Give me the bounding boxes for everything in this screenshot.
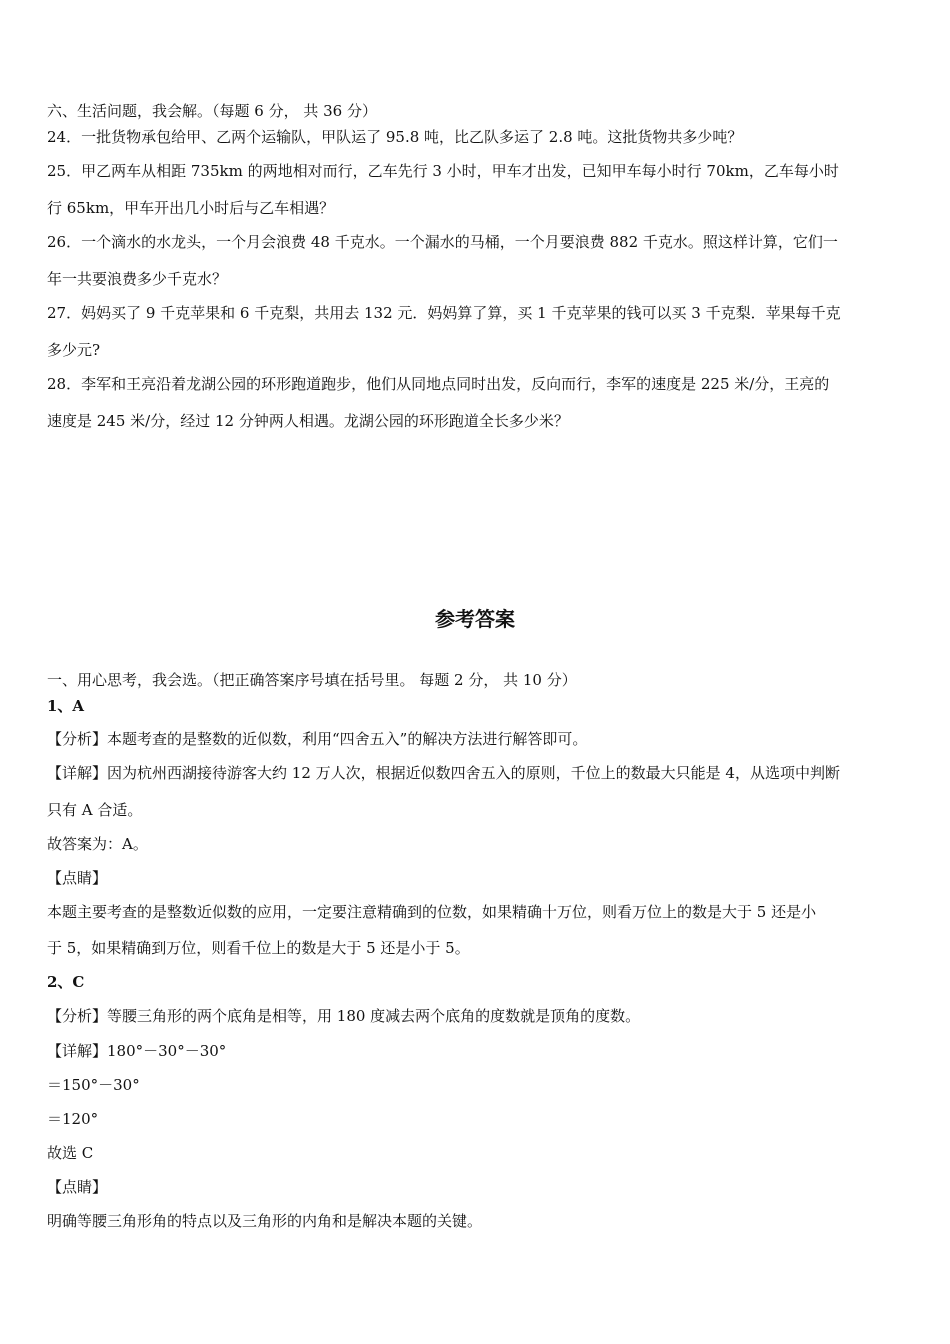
answer-1-comment-line1: 本题主要考查的是整数近似数的应用，一定要注意精确到的位数，如果精确十万位，则看万位上的数是大于 5 还是小: [47, 903, 817, 921]
answers-section1-heading: 一、用心思考，我会选。（把正确答案序号填在括号里。 每题 2 分， 共 10 分）: [47, 671, 577, 689]
answer-2-step2: ＝120°: [47, 1110, 99, 1128]
answer-1-comment-label: 【点睛】: [47, 869, 108, 887]
answer-1-analysis: 【分析】本题考查的是整数的近似数，利用“四舍五入”的解决方法进行解答即可。: [47, 730, 588, 748]
question-26-line2: 年一共要浪费多少千克水？: [47, 270, 228, 288]
question-28-line1: 28．李军和王亮沿着龙湖公园的环形跑道跑步，他们从同地点同时出发，反向而行，李军的速度是 225 米/分，王亮的: [47, 375, 830, 393]
answers-title: 参考答案: [435, 607, 515, 631]
question-27-line2: 多少元?: [47, 341, 101, 359]
answer-2-conclusion: 故选 C: [47, 1144, 94, 1162]
question-28-line2: 速度是 245 米/分，经过 12 分钟两人相遇。龙湖公园的环形跑道全长多少米？: [47, 412, 569, 430]
question-25-line1: 25．甲乙两车从相距 735km 的两地相对而行，乙车先行 3 小时，甲车才出发，已知甲车每小时行 70km，乙车每小时: [47, 162, 839, 180]
answer-2-label: 2、C: [47, 973, 85, 991]
answer-2-comment-label: 【点睛】: [47, 1178, 108, 1196]
answer-1-label: 1、A: [47, 697, 85, 715]
answer-2-comment: 明确等腰三角形角的特点以及三角形的内角和是解决本题的关键。: [47, 1212, 483, 1230]
answer-2-analysis: 【分析】等腰三角形的两个底角是相等，用 180 度减去两个底角的度数就是顶角的度数。: [47, 1007, 641, 1025]
answer-2-detail: 【详解】180°－30°－30°: [47, 1042, 227, 1060]
question-25-line2: 行 65km，甲车开出几小时后与乙车相遇？: [47, 199, 335, 217]
question-24: 24．一批货物承包给甲、乙两个运输队，甲队运了 95.8 吨，比乙队多运了 2.8 吨。这批货物共多少吨？: [47, 128, 743, 146]
question-26-line1: 26．一个滴水的水龙头，一个月会浪费 48 千克水。一个漏水的马桶，一个月要浪费 882 千克水。照这样计算，它们一: [47, 233, 838, 251]
answer-1-detail-line1: 【详解】因为杭州西湖接待游客大约 12 万人次，根据近似数四舍五入的原则，千位上的数最大只能是 4，从选项中判断: [47, 764, 840, 782]
answer-1-conclusion: 故答案为：A。: [47, 835, 148, 853]
question-27-line1: 27．妈妈买了 9 千克苹果和 6 千克梨，共用去 132 元．妈妈算了算，买 1 千克苹果的钱可以买 3 千克梨．苹果每千克: [47, 304, 841, 322]
answer-1-comment-line2: 于 5，如果精确到万位，则看千位上的数是大于 5 还是小于 5。: [47, 939, 470, 957]
answer-1-detail-line2: 只有 A 合适。: [47, 801, 143, 819]
answer-2-step1: ＝150°－30°: [47, 1076, 140, 1094]
section6-heading: 六、生活问题，我会解。（每题 6 分， 共 36 分）: [47, 102, 377, 120]
